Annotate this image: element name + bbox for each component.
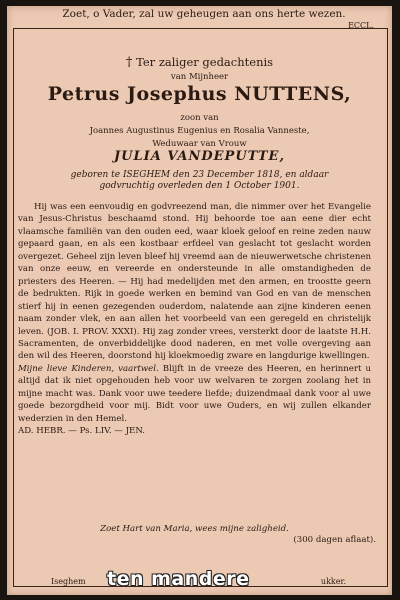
son-of-label: zoon van: [180, 113, 219, 123]
biography: [18, 201, 371, 438]
birth-line: geboren te ISEGHEM den 23 December 1818, en aldaar: [70, 170, 329, 180]
watermark: ten mandere: [107, 568, 250, 590]
cross-icon: †: [125, 55, 133, 70]
memorial-card: [7, 6, 392, 595]
farewell-text: Blijft in de vreeze des Heeren, en herinnert u altijd dat ik niet opgehouden heb voor uw welvaren te zorgen zoolang het in mijne macht was. Dank voor uwe teedere liefde; duizendmaal dank voor al uwe goede bezorgdheid voor mij. Bidt voor uwe Ouders, en wij zullen elkander wederzien in den Hemel.: [18, 363, 371, 424]
biography-paragraph: Hij was een eenvoudig en godvreezend man, die nimmer over het Evangelie van Jesus-Christus beschaamd stond. Hij behoorde toe aan eene dier echt vlaamsche familiën van den ouden eed, waar kloek geloof en reine zeden nauw gepaard gaan, en als een kostbaar erfdeel van geslacht tot geslacht worden overgezet. Geheel zijn leven bleef hij vreemd aan de nieuwerwetsche christenen van onze eeuw, en vereerde en ondersteunde in alle omstandigheden de priesters des Heeren. — Hij had medelijden met den armen, en troostte geern de bedrukten. Rijk in goede werken en bemind van God en van de menschen stierf hij in eenen gezegenden ouderdom, nalatende aan zijne kinderen eenen naam zonder vlek, en aan allen het voorbeeld van een geregeld en christelijk leven. (JOB. I. PROV. XXXI). Hij zag zonder vrees, versterkt door de laatste H.H. Sacramenten, de onverbiddelijke dood naderen, en met volle overgeving aan den wil des Heeren, doorstond hij kloekmoedig zware en langdurige kwellingen.: [18, 202, 371, 362]
death-line: godvruchtig overleden den 1 October 1901.: [99, 181, 300, 191]
epigraph: Zoet, o Vader, zal uw geheugen aan ons herte wezen.: [62, 8, 346, 20]
printer-location: Iseghem: [51, 577, 86, 586]
parents-names: Joannes Augustinus Eugenius en Rosalia Vanneste,: [89, 126, 310, 136]
epigraph-source: ECCL.: [348, 21, 374, 30]
printer-name: ukker.: [320, 577, 346, 586]
of-label: van Mijnheer: [170, 72, 229, 82]
closing-prayer: Zoet Hart van Maria, wees mijne zaligheid.: [100, 524, 289, 534]
spouse-name: JULIA VANDEPUTTE,: [114, 149, 285, 164]
farewell-paragraph: [18, 363, 371, 425]
widower-label: Weduwaar van Vrouw: [152, 139, 247, 149]
deceased-name: Petrus Josephus NUTTENS,: [47, 83, 352, 105]
indulgence-note: (300 dagen aflaat).: [293, 535, 376, 545]
memorial-title: Ter zaliger gedachtenis: [136, 55, 274, 69]
farewell-lead: Mijne lieve Kinderen, vaartwel.: [18, 363, 159, 374]
memorial-heading: [7, 56, 392, 69]
scripture-references: AD. HEBR. — Ps. LIV. — JEN.: [18, 426, 146, 437]
